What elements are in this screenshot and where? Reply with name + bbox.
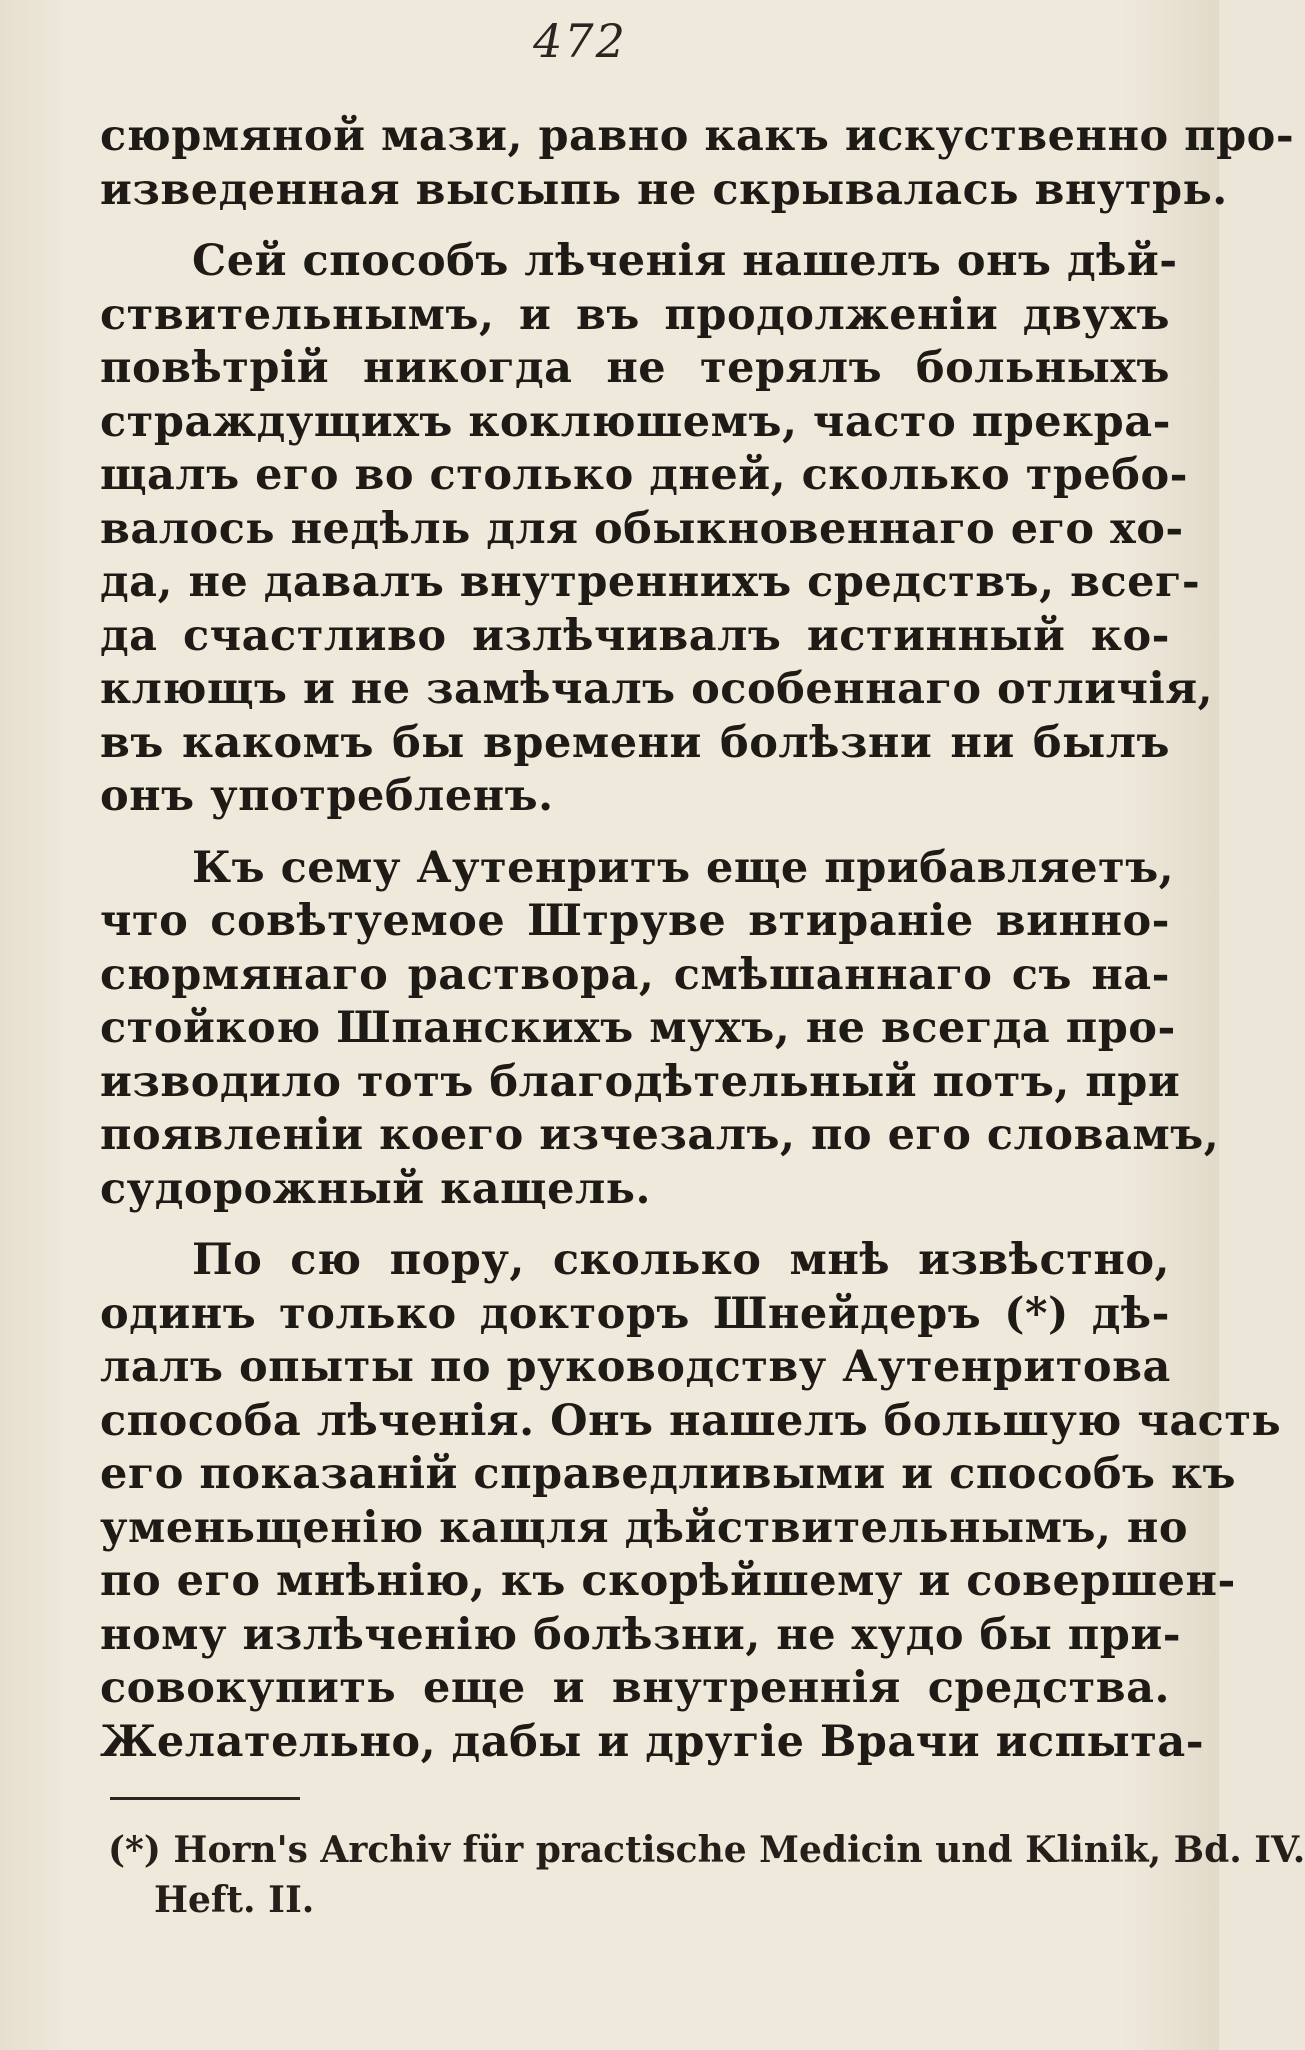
footnote bbox=[108, 1825, 1305, 1925]
footnote-divider bbox=[110, 1797, 300, 1800]
footnote-line: (*) Horn's Archiv für practische Medicin und Klinik, Bd. IV. bbox=[108, 1829, 1305, 1871]
text-line: уменьщенію кащля дѣйствительнымъ, но bbox=[100, 1502, 1189, 1553]
text-line: изведенная высыпь не скрывалась внутрь. bbox=[100, 164, 1228, 215]
text-line: ному излѣченію болѣзни, не худо бы при- bbox=[100, 1609, 1182, 1660]
text-line: сюрмянаго раствора, смѣшаннаго съ на- bbox=[100, 949, 1170, 1000]
text-line: валось недѣль для обыкновеннаго его хо- bbox=[100, 503, 1184, 554]
page-number: 472 bbox=[533, 14, 627, 68]
text-line: клющъ и не замѣчалъ особеннаго отличія, bbox=[100, 664, 1214, 714]
text-line: судорожный кащель. bbox=[100, 1163, 651, 1214]
text-line: повѣтрій никогда не терялъ больныхъ bbox=[100, 343, 1170, 393]
text-line: да счастливо излѣчивалъ истинный ко- bbox=[100, 610, 1170, 661]
text-line: Желательно, дабы и другіе Врачи испыта- bbox=[100, 1716, 1205, 1767]
text-line: способа лѣченія. Онъ нашелъ большую часть bbox=[100, 1395, 1282, 1446]
text-line: стойкою Шпанскихъ мухъ, не всегда про- bbox=[100, 1003, 1176, 1053]
text-line: что совѣтуемое Штруве втираніе винно- bbox=[100, 896, 1170, 946]
body-text bbox=[100, 110, 1295, 1769]
text-line: сюрмяной мази, равно какъ искуственно про- bbox=[100, 111, 1295, 161]
footnote-line: Heft. II. bbox=[154, 1879, 315, 1921]
text-line: да, не давалъ внутреннихъ средствъ, всег- bbox=[100, 557, 1201, 607]
text-line: Къ сему Аутенритъ еще прибавляетъ, bbox=[192, 842, 1175, 893]
text-line: изводило тотъ благодѣтельный потъ, при bbox=[100, 1056, 1181, 1107]
text-line: онъ употребленъ. bbox=[100, 771, 554, 821]
text-line: появленіи коего изчезалъ, по его словамъ, bbox=[100, 1110, 1220, 1160]
text-line: ствительнымъ, и въ продолженіи двухъ bbox=[100, 289, 1170, 340]
text-line: По сю пору, сколько мнѣ извѣстно, bbox=[192, 1235, 1170, 1285]
text-line: страждущихъ коклюшемъ, часто прекра- bbox=[100, 396, 1171, 447]
text-line: Сей способъ лѣченія нашелъ онъ дѣй- bbox=[192, 236, 1178, 286]
text-line: одинъ только докторъ Шнейдеръ (*) дѣ- bbox=[100, 1288, 1170, 1339]
text-line: совокупить еще и внутреннія средства. bbox=[100, 1663, 1170, 1713]
text-line: щалъ его во столько дней, сколько требо- bbox=[100, 450, 1188, 500]
text-line: лалъ опыты по руководству Аутенритова bbox=[100, 1342, 1171, 1392]
text-line: по его мнѣнію, къ скорѣйшему и совершен- bbox=[100, 1556, 1236, 1606]
text-line: его показаній справедливыми и способъ къ bbox=[100, 1449, 1237, 1499]
text-line: въ какомъ бы времени болѣзни ни былъ bbox=[100, 717, 1170, 768]
